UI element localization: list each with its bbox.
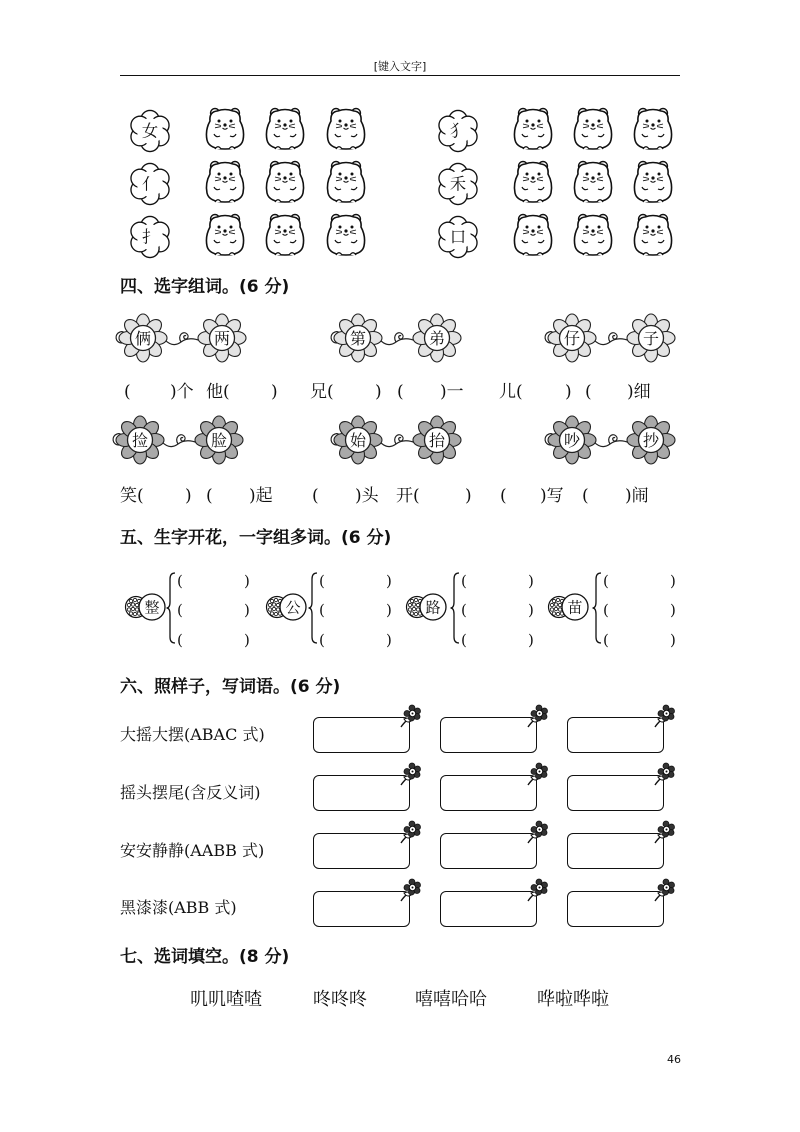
brace-icon [592, 572, 602, 644]
flower-pair [542, 415, 682, 465]
bloom-flower-icon [123, 589, 167, 625]
fill-segment: ( [312, 486, 319, 506]
blank-close: ) [244, 631, 250, 649]
radical-text: 禾 [449, 174, 467, 194]
flower-sticker-icon [653, 704, 677, 728]
fill-segment: 笑( [120, 486, 144, 506]
blank-close: ) [386, 631, 392, 649]
section-5-title: 五、生字开花，一字组多词。(6 分) [120, 528, 392, 548]
fill-segment: ( [206, 486, 213, 506]
fill-segment: 开( [396, 486, 420, 506]
blank-close: ) [244, 572, 250, 590]
blank-open: ( [603, 572, 609, 590]
bloom-flower-icon [546, 589, 590, 625]
brace-icon [166, 572, 176, 644]
bloom-char: 路 [425, 598, 441, 617]
blank-open: ( [177, 601, 183, 619]
flower-char: 脸 [210, 431, 228, 450]
flower-sticker-icon [653, 762, 677, 786]
flower-char: 仔 [563, 329, 581, 348]
blank-close: ) [528, 601, 534, 619]
blank-close: ) [528, 631, 534, 649]
header-text: [键入文字] [373, 60, 427, 73]
flower-char: 抬 [428, 431, 446, 450]
fill-segment: ( [582, 486, 589, 506]
hamster-icon [511, 159, 555, 205]
fill-segment: )写 [540, 486, 564, 506]
answer-box [313, 717, 410, 753]
fill-segment: ( [585, 382, 592, 402]
blank-open: ( [603, 631, 609, 649]
blank-close: ) [670, 631, 676, 649]
blank-close: ) [670, 572, 676, 590]
word-bank-item: 叽叽喳喳 [190, 989, 262, 1010]
flower-sticker-icon [653, 878, 677, 902]
flower-sticker-icon [399, 762, 423, 786]
flower-char: 俩 [134, 329, 152, 348]
fill-segment: )一 [440, 382, 464, 402]
section-7-title: 七、选词填空。(8 分) [120, 947, 290, 967]
radical-flower [436, 215, 480, 259]
fill-segment: 他( [206, 382, 230, 402]
blank-open: ( [319, 572, 325, 590]
flower-pair [110, 415, 250, 465]
radical-flower [128, 215, 172, 259]
hamster-icon [511, 212, 555, 258]
radical-text: 口 [449, 227, 467, 247]
hamster-icon [324, 159, 368, 205]
flower-sticker-icon [526, 878, 550, 902]
hamster-icon [631, 212, 675, 258]
flower-char: 始 [349, 431, 367, 450]
hamster-icon [203, 106, 247, 152]
flower-pair [328, 313, 468, 363]
hamster-icon [631, 106, 675, 152]
fill-segment: ( [124, 382, 131, 402]
answer-box [313, 891, 410, 927]
word-bank-item: 嘻嘻哈哈 [415, 989, 487, 1010]
flower-sticker-icon [526, 762, 550, 786]
flower-sticker-icon [399, 820, 423, 844]
fill-segment: ( [397, 382, 404, 402]
bloom-char: 公 [285, 598, 301, 617]
hamster-icon [631, 159, 675, 205]
radical-text: 犭 [449, 121, 467, 141]
answer-box [567, 833, 664, 869]
flower-char: 第 [349, 329, 367, 348]
flower-sticker-icon [653, 820, 677, 844]
flower-char: 子 [642, 329, 660, 348]
flower-char: 抄 [642, 431, 660, 450]
radical-text: 女 [141, 121, 159, 141]
blank-close: ) [386, 572, 392, 590]
bloom-char: 整 [144, 598, 160, 617]
hamster-icon [324, 106, 368, 152]
answer-box [313, 775, 410, 811]
radical-text: 亻 [141, 174, 159, 194]
pattern-example: 安安静静(AABB 式) [120, 841, 265, 860]
hamster-icon [263, 212, 307, 258]
blank-open: ( [177, 631, 183, 649]
header-divider [120, 75, 680, 76]
pattern-example: 黑漆漆(ABB 式) [120, 898, 237, 917]
blank-open: ( [461, 631, 467, 649]
blank-close: ) [244, 601, 250, 619]
brace-icon [308, 572, 318, 644]
answer-box [440, 717, 537, 753]
blank-open: ( [319, 601, 325, 619]
hamster-icon [263, 106, 307, 152]
fill-segment: )头 [355, 486, 379, 506]
flower-sticker-icon [526, 704, 550, 728]
fill-segment: 儿( [499, 382, 523, 402]
pattern-example: 大摇大摆(ABAC 式) [120, 725, 265, 744]
brace-icon [450, 572, 460, 644]
flower-sticker-icon [526, 820, 550, 844]
answer-box [440, 891, 537, 927]
hamster-icon [324, 212, 368, 258]
blank-close: ) [386, 601, 392, 619]
flower-char: 两 [213, 329, 231, 348]
radical-text: 扌 [141, 227, 159, 247]
fill-segment: )起 [249, 486, 273, 506]
fill-segment: )细 [627, 382, 651, 402]
hamster-icon [263, 159, 307, 205]
bloom-flower-icon [404, 589, 448, 625]
word-bank-item: 哗啦哗啦 [537, 989, 609, 1010]
flower-pair [328, 415, 468, 465]
blank-close: ) [528, 572, 534, 590]
flower-char: 弟 [428, 329, 446, 348]
blank-open: ( [461, 601, 467, 619]
fill-segment: ) [465, 486, 472, 506]
fill-segment: )个 [170, 382, 194, 402]
section-6-title: 六、照样子，写词语。(6 分) [120, 677, 341, 697]
flower-char: 吵 [563, 431, 581, 450]
blank-close: ) [670, 601, 676, 619]
fill-segment: )闹 [625, 486, 649, 506]
hamster-icon [203, 159, 247, 205]
hamster-icon [203, 212, 247, 258]
radical-flower [128, 109, 172, 153]
flower-char: 捡 [131, 431, 149, 450]
fill-segment: ) [565, 382, 572, 402]
flower-sticker-icon [399, 704, 423, 728]
radical-flower [436, 162, 480, 206]
blank-open: ( [603, 601, 609, 619]
answer-box [440, 833, 537, 869]
radical-flower [128, 162, 172, 206]
word-bank-item: 咚咚咚 [313, 989, 367, 1010]
fill-segment: ) [271, 382, 278, 402]
answer-box [567, 891, 664, 927]
hamster-icon [511, 106, 555, 152]
blank-open: ( [461, 572, 467, 590]
bloom-flower-icon [264, 589, 308, 625]
answer-box [567, 775, 664, 811]
fill-segment: ) [185, 486, 192, 506]
answer-box [313, 833, 410, 869]
blank-open: ( [319, 631, 325, 649]
blank-open: ( [177, 572, 183, 590]
pattern-example: 摇头摆尾(含反义词) [120, 783, 261, 802]
fill-segment: 兄( [310, 382, 334, 402]
flower-sticker-icon [399, 878, 423, 902]
bloom-char: 苗 [567, 598, 583, 617]
answer-box [567, 717, 664, 753]
fill-segment: ( [500, 486, 507, 506]
section-4-title: 四、选字组词。(6 分) [120, 277, 290, 297]
radical-flower [436, 109, 480, 153]
hamster-icon [571, 106, 615, 152]
answer-box [440, 775, 537, 811]
flower-pair [113, 313, 253, 363]
page-number: 46 [667, 1053, 681, 1066]
hamster-icon [571, 159, 615, 205]
fill-segment: ) [375, 382, 382, 402]
hamster-icon [571, 212, 615, 258]
flower-pair [542, 313, 682, 363]
